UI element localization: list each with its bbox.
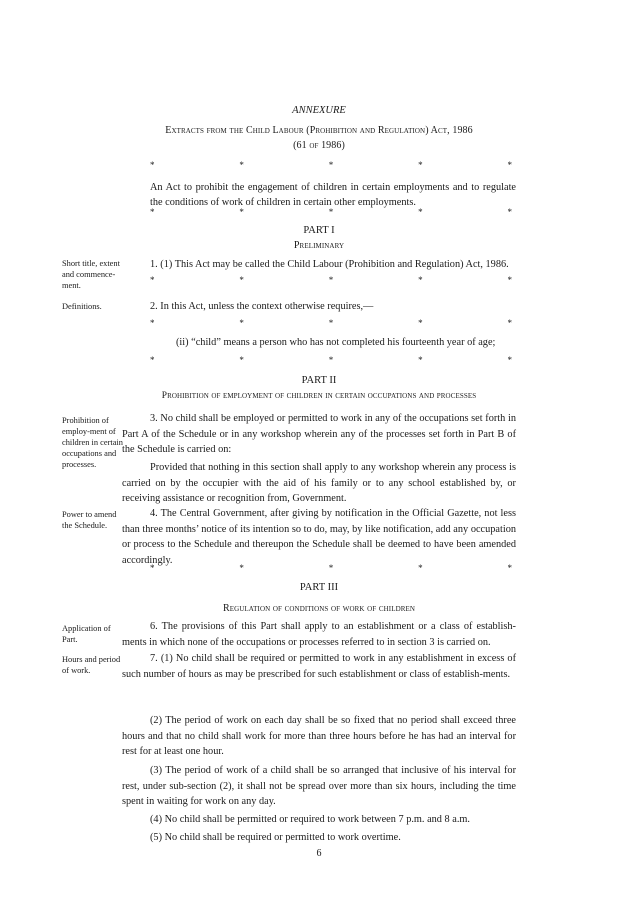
child-definition: (ii) “child” means a person who has not completed his fourteenth year of age; (176, 337, 496, 348)
part-1-heading: Preliminary (293, 240, 345, 251)
part-2-label: PART II (301, 375, 337, 386)
act-title: Extracts from the Child Labour (Prohibition and Regulation) Act, 1986 (165, 125, 473, 136)
section-4: 4. The Central Government, after giving by notification in the Official Gazette, not less than three months’ notice of its intention so to do, may, by like notification, add any occupation or process to the Schedule and thereupon the Schedule shall be deemed to have been amended accordingly. (122, 508, 516, 566)
section-7-3: (3) The period of work of a child shall be so arranged that inclusive of his interval for rest, under sub-section (2), it shall not be spread over more than six hours, including the time spent in waiting for work on any day. (122, 765, 516, 808)
margin-note-short-title: Short title, extent and commence-ment. (62, 259, 120, 290)
part-3-heading: Regulation of conditions of work of children (222, 603, 416, 614)
section-2: 2. In this Act, unless the context otherwise requires,— (150, 301, 374, 312)
section-7-5: (5) No child shall be required or permitted to work overtime. (150, 832, 401, 843)
part-1-label: PART I (303, 225, 335, 236)
ellipsis-stars: * * * * * (150, 355, 512, 365)
margin-note-definitions: Definitions. (62, 302, 102, 311)
margin-note-application: Application of Part. (62, 624, 111, 644)
annexure-heading: ANNEXURE (292, 105, 346, 116)
ellipsis-stars: * * * * * (150, 160, 512, 170)
ellipsis-stars: * * * * * (150, 318, 512, 328)
ellipsis-stars: * * * * * (150, 563, 512, 573)
section-7-1: 7. (1) No child shall be required or permitted to work in any establishment in excess of such number of hours as may be prescribed for such establishment or class of establish-ments. (122, 653, 516, 680)
part-3-label: PART III (299, 582, 339, 593)
ellipsis-stars: * * * * * (150, 275, 512, 285)
section-6: 6. The provisions of this Part shall apply to an establishment or a class of establish-ments in which none of the occupations or processes referred to in section 3 is carried on. (122, 621, 516, 648)
margin-note-power: Power to amend the Schedule. (62, 510, 117, 530)
section-3: 3. No child shall be employed or permitted to work in any of the occupations set forth in Part A of the Schedule or in any workshop wherein any of the processes set forth in Part B of the Schedule is carried on: (122, 413, 516, 456)
page-number: 6 (316, 848, 322, 859)
section-1: 1. (1) This Act may be called the Child Labour (Prohibition and Regulation) Act, 1986. (150, 259, 509, 270)
margin-note-hours: Hours and period of work. (62, 655, 121, 675)
preamble: An Act to prohibit the engagement of children in certain employments and to regulate the conditions of work of children in certain other employments. (150, 182, 516, 208)
part-2-heading: Prohibition of employment of children in certain occupations and processes (161, 391, 477, 401)
ellipsis-stars: * * * * * (150, 207, 512, 217)
act-number: (61 of 1986) (293, 140, 345, 151)
section-3-proviso: Provided that nothing in this section shall apply to any workshop wherein any process is carried on by the occupier with the aid of his family or to any school established by, or receiving assistance or recognition from, Government. (122, 462, 516, 505)
section-7-4: (4) No child shall be permitted or required to work between 7 p.m. and 8 a.m. (150, 814, 470, 825)
margin-note-prohibition: Prohibition of employ-ment of children in certain occupations and processes. (62, 416, 123, 469)
section-7-2: (2) The period of work on each day shall be so fixed that no period shall exceed three hours and that no child shall work for more than three hours before he has had an interval for rest for at least one hour. (122, 715, 516, 758)
